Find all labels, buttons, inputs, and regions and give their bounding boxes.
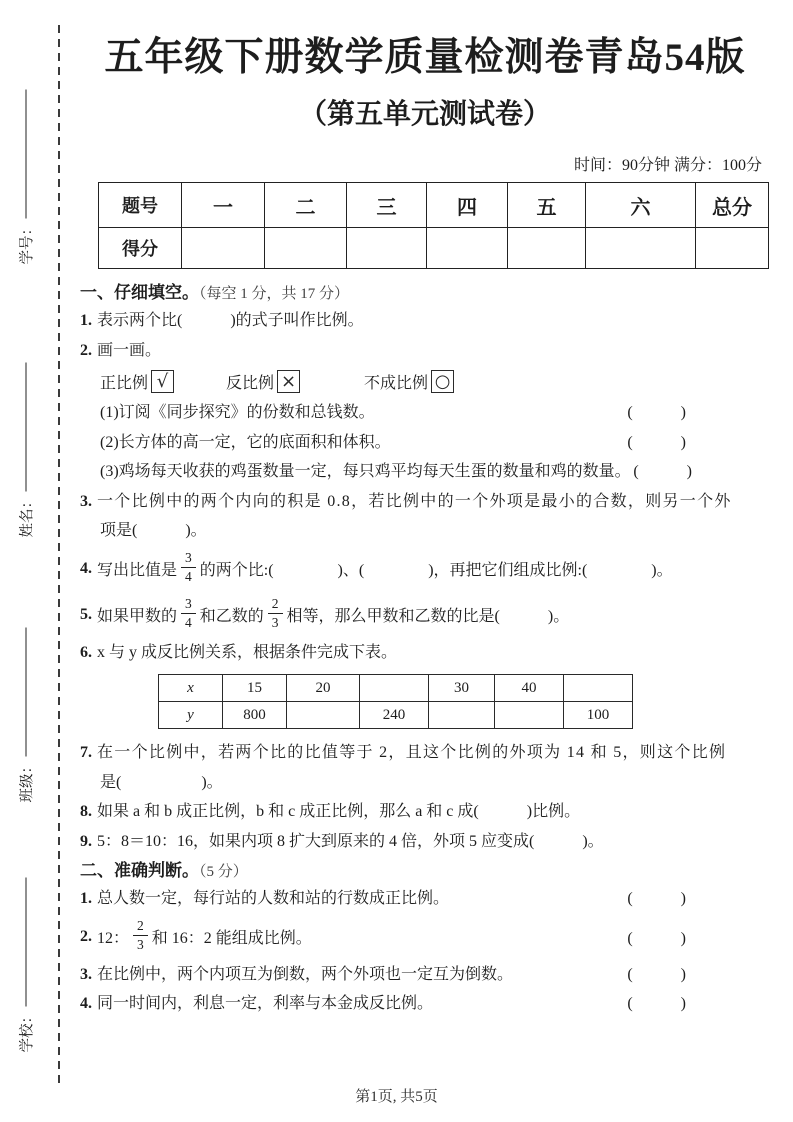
fraction-3-4 (181, 550, 196, 585)
x-row-label: x (159, 675, 223, 702)
fraction-numerator: 2 (133, 918, 148, 936)
student-name-field (15, 363, 37, 538)
question-text: 是( )。 (100, 773, 223, 791)
score-table-header-cell: 五 (508, 183, 586, 228)
exam-meta: 时间：90分钟 满分：100分 (573, 157, 762, 174)
paper-title: 五年级下册数学质量检测卷青岛54版 (104, 36, 746, 79)
question-text: x 与 y 成反比例关系，根据条件完成下表。 (97, 643, 398, 661)
score-table-header-cell: 总分 (696, 183, 769, 228)
y-blank-cell[interactable] (495, 702, 564, 729)
x-blank-cell[interactable] (360, 675, 429, 702)
score-cell[interactable] (182, 228, 265, 269)
question-9 (80, 827, 770, 857)
question-text: 写出比值是 (97, 562, 178, 579)
question-number: 4. (80, 995, 92, 1012)
answer-blank[interactable]: ( ) (627, 404, 686, 421)
fraction-denominator: 4 (185, 615, 192, 630)
question-text: 总人数一定，每行站的人数和站的行数成正比例。 (97, 890, 450, 907)
section-2-title: 二、准确判断。 (80, 861, 199, 880)
y-blank-cell[interactable] (287, 702, 360, 729)
fraction-denominator: 3 (271, 615, 279, 630)
circle-mark: ○ (434, 370, 451, 392)
fraction-numerator: 2 (268, 596, 283, 614)
question-text: 在比例中，两个内项互为倒数，两个外项也一定互为倒数。 (97, 965, 514, 983)
sub-number: (1) (100, 404, 119, 421)
score-table-header-cell: 四 (427, 183, 508, 228)
x-value-cell: 20 (287, 675, 360, 702)
question-number: 2. (80, 341, 92, 359)
answer-blank[interactable]: ( ) (627, 433, 686, 451)
section-1-title: 一、仔细填空。 (80, 283, 199, 302)
x-value-cell: 30 (429, 675, 495, 702)
question-8 (80, 797, 770, 827)
score-table-header-cell: 三 (347, 183, 427, 228)
y-value-cell: 100 (564, 702, 633, 729)
score-table-header-cell: 一 (182, 183, 265, 228)
question-7-line-2 (80, 768, 770, 798)
score-table-header-cell: 二 (265, 183, 347, 228)
question-text: 如果甲数的 (97, 608, 178, 625)
question-text: 和乙数的 (199, 608, 264, 625)
question-number: 3. (80, 965, 92, 983)
question-number: 2. (80, 927, 92, 945)
answer-blank[interactable]: ( ) (627, 995, 686, 1012)
score-cell[interactable] (427, 228, 508, 269)
section-1-heading (80, 281, 770, 306)
question-3 (80, 487, 770, 517)
question-number: 3. (80, 492, 92, 510)
answer-blank[interactable]: ( ) (627, 890, 686, 907)
score-cell[interactable] (586, 228, 696, 269)
question-2-item-1 (80, 398, 770, 428)
legend-label: 反比例 (226, 375, 275, 392)
fraction-denominator: 3 (137, 937, 144, 952)
question-number: 8. (80, 803, 92, 820)
question-2-legend (80, 365, 770, 398)
question-text: 12： (97, 930, 130, 947)
school-field (15, 878, 37, 1053)
question-5 (80, 592, 770, 638)
student-name-blank-line[interactable] (25, 363, 26, 493)
question-text: 相等，那么甲数和乙数的比是( )。 (286, 608, 570, 625)
score-table-header-cell: 题号 (99, 183, 182, 228)
question-text: 表示两个比( )的式子叫作比例。 (97, 312, 364, 329)
question-number: 6. (80, 643, 92, 661)
class-label: 班级： (19, 759, 35, 803)
question-text: 如果 a 和 b 成正比例，b 和 c 成正比例，那么 a 和 c 成( )比例。 (97, 803, 581, 820)
section-2-heading (80, 859, 770, 884)
score-cell[interactable] (508, 228, 586, 269)
school-label: 学校： (19, 1009, 35, 1053)
student-number-field (15, 90, 37, 265)
score-cell[interactable] (347, 228, 427, 269)
score-table (98, 182, 769, 269)
legend-label: 不成比例 (364, 375, 429, 392)
question-text: 项是( )。 (100, 522, 207, 539)
question-text: 在一个比例中，若两个比的比值等于 2，且这个比例的外项为 14 和 5，则这个比例 (97, 744, 727, 761)
main-content (80, 0, 770, 1019)
student-name-label: 姓名： (19, 494, 35, 538)
legend-none (364, 370, 454, 393)
answer-blank[interactable]: ( ) (633, 463, 692, 480)
checkbox-circle-icon[interactable] (431, 370, 454, 393)
score-cell[interactable] (265, 228, 347, 269)
question-text: 同一时间内，利息一定，利率与本金成反比例。 (97, 995, 434, 1012)
checkbox-check-icon[interactable] (151, 370, 174, 393)
paper-subtitle: （第五单元测试卷） (298, 99, 551, 130)
class-blank-line[interactable] (25, 628, 26, 758)
page-number: 第1页, 共5页 (355, 1089, 438, 1105)
x-blank-cell[interactable] (564, 675, 633, 702)
question-number: 4. (80, 559, 92, 577)
question-text: 的两个比:( )、( )，再把它们组成比例:( )。 (199, 562, 673, 579)
checkbox-cross-icon[interactable] (277, 370, 300, 393)
answer-blank[interactable]: ( ) (627, 930, 686, 947)
question-text: 一个比例中的两个内向的积是 0.8，若比例中的一个外项是最小的合数，则另一个外 (97, 492, 732, 510)
xy-value-table (158, 674, 633, 729)
question-number: 5. (80, 605, 92, 623)
x-value-cell: 15 (223, 675, 287, 702)
question-2-item-3 (80, 457, 770, 487)
legend-label: 正比例 (100, 375, 149, 392)
score-cell[interactable] (696, 228, 769, 269)
question-2-item-2 (80, 428, 770, 458)
question-text: 鸡场每天收获的鸡蛋数量一定，每只鸡平均每天生蛋的数量和鸡的数量。 (118, 463, 631, 480)
y-blank-cell[interactable] (429, 702, 495, 729)
student-number-label: 学号： (19, 221, 35, 265)
fraction-numerator: 3 (181, 550, 196, 568)
legend-proportional (100, 370, 174, 393)
sub-number: (2) (100, 433, 119, 451)
question-text: 和 16：2 能组成比例。 (151, 930, 312, 947)
fraction-numerator: 3 (181, 596, 196, 614)
question-text: 长方体的高一定，它的底面积和体积。 (118, 433, 391, 451)
sub-number: (3) (100, 463, 119, 480)
answer-blank[interactable]: ( ) (627, 965, 686, 983)
question-number: 7. (80, 744, 92, 761)
judge-question-2 (80, 914, 770, 960)
student-number-blank-line[interactable] (25, 90, 26, 220)
question-2 (80, 336, 770, 366)
cross-mark: × (280, 370, 297, 392)
fraction-2-3 (268, 596, 283, 631)
question-text: 订阅《同步探究》的份数和总钱数。 (118, 404, 375, 421)
fold-dashed-line (58, 25, 60, 1085)
fraction-3-4 (181, 596, 196, 631)
school-blank-line[interactable] (25, 878, 26, 1008)
fraction-denominator: 4 (185, 569, 192, 584)
question-4 (80, 546, 770, 592)
question-7 (80, 738, 770, 768)
score-table-header-cell: 六 (586, 183, 696, 228)
question-text: 5：8＝10：16，如果内项 8 扩大到原来的 4 倍，外项 5 应变成( )。 (97, 832, 604, 850)
question-3-line-2 (80, 516, 770, 546)
question-6 (80, 638, 770, 668)
question-text: 画一画。 (97, 341, 162, 359)
question-1 (80, 306, 770, 336)
section-1-note: （每空 1 分，共 17 分） (199, 286, 350, 302)
class-field (15, 628, 37, 803)
legend-inverse (226, 370, 300, 393)
x-value-cell: 40 (495, 675, 564, 702)
section-2-note: （5 分） (199, 864, 248, 880)
judge-question-1 (80, 884, 770, 914)
fraction-2-3 (133, 918, 148, 953)
question-number: 1. (80, 312, 92, 329)
score-row-label: 得分 (99, 228, 182, 269)
question-number: 1. (80, 890, 92, 907)
judge-question-4 (80, 989, 770, 1019)
y-row-label: y (159, 702, 223, 729)
judge-question-3 (80, 960, 770, 990)
y-value-cell: 800 (223, 702, 287, 729)
question-number: 9. (80, 832, 92, 850)
check-mark: √ (156, 370, 169, 392)
y-value-cell: 240 (360, 702, 429, 729)
